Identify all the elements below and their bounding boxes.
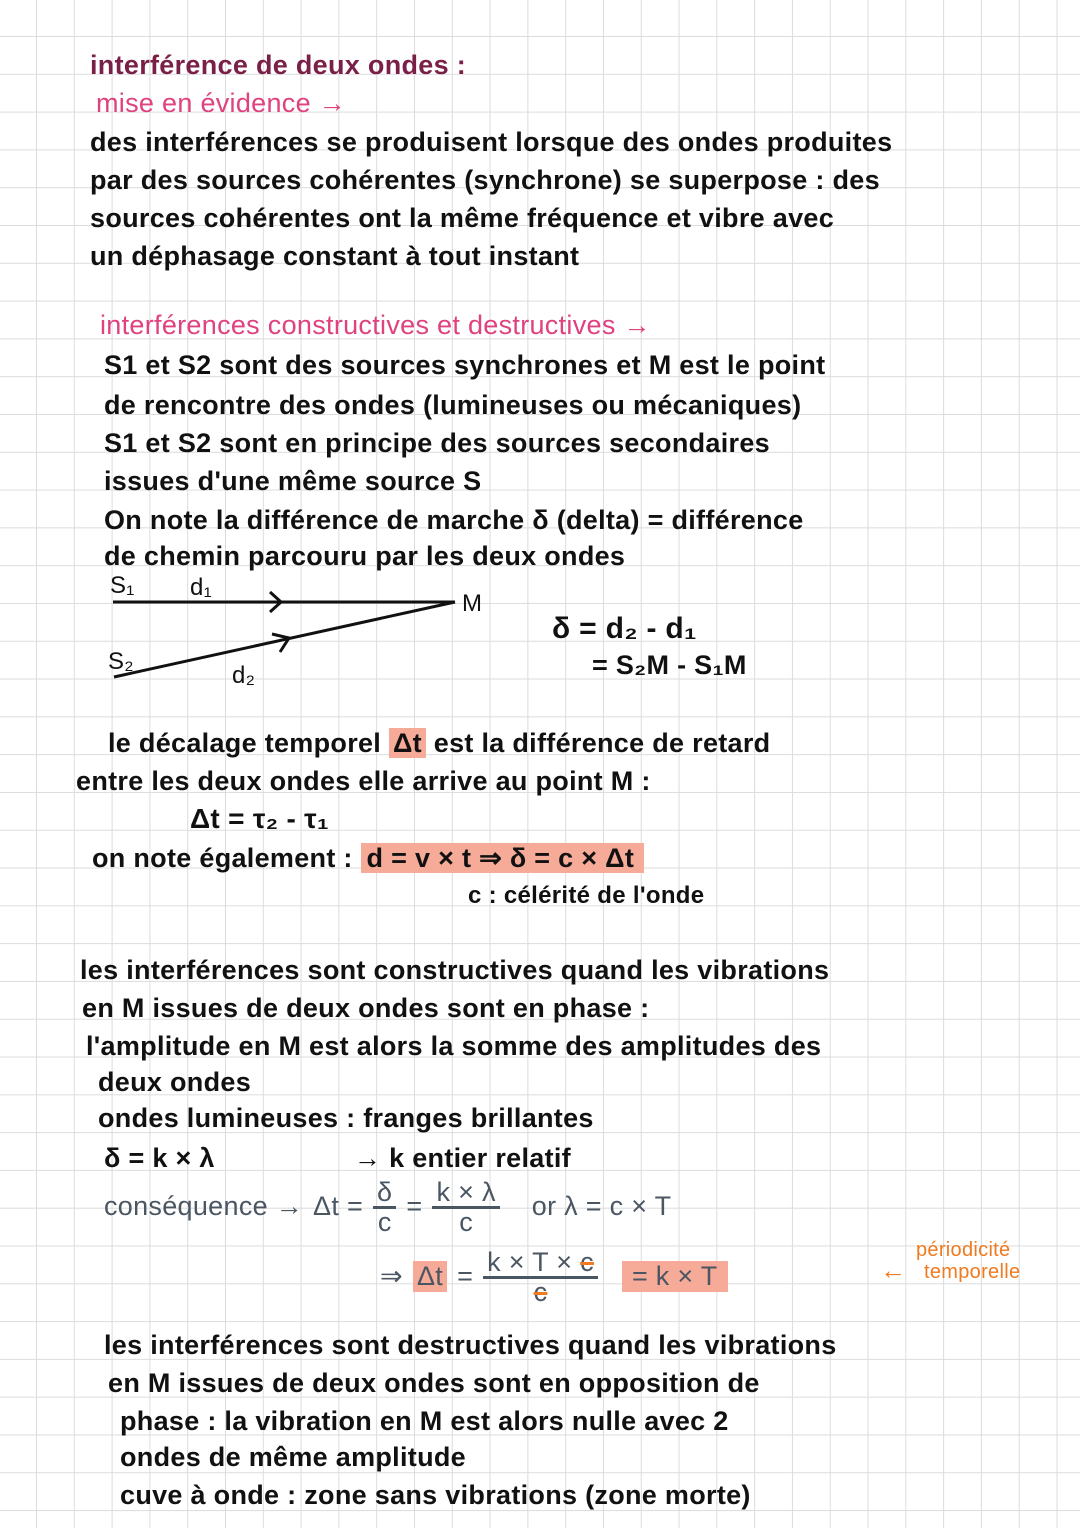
formula-delta-line2: = S₂M - S₁M — [592, 650, 747, 680]
text-line: cuve à onde : zone sans vibrations (zone morte) — [120, 1480, 751, 1510]
result-delta-t-highlight: Δt — [413, 1261, 447, 1292]
consequence-label: conséquence → — [104, 1191, 304, 1221]
section-subtitle-evidence: mise en évidence → — [96, 88, 347, 118]
text-line: les interférences sont destructives quand les vibrations — [104, 1330, 837, 1360]
fraction-delta-over-c: $\frac{\delta}{c}$ — [373, 1178, 396, 1235]
source-s1-label: S₁ — [110, 572, 135, 599]
annotation-temporelle: temporelle — [924, 1261, 1021, 1283]
lambda-relation: or λ = c × T — [531, 1191, 672, 1221]
distance-d2-label: d₂ — [232, 662, 256, 689]
text-line: des interférences se produisent lorsque des ondes produites — [90, 127, 893, 157]
text-line: S1 et S2 sont des sources synchrones et M est le point — [104, 350, 826, 380]
point-m-label: M — [462, 590, 483, 617]
fraction-k-lambda-over-c: $\frac{k \times \lambda}{c}$ — [432, 1178, 499, 1235]
text-line: de chemin parcouru par les deux ondes — [104, 541, 626, 571]
k-integer-note: → k entier relatif — [354, 1143, 571, 1173]
fraction-kTc-over-c: $\frac{k \times T \times c}{c}$ — [483, 1248, 598, 1305]
text-line: phase : la vibration en M est alors nulle avec 2 — [120, 1406, 729, 1436]
equals-sign: = — [457, 1261, 474, 1291]
formula-k-lambda: δ = k × λ — [104, 1143, 215, 1173]
consequence-line — [104, 1178, 671, 1235]
source-s2-label: S₂ — [108, 648, 134, 675]
text-line: sources cohérentes ont la même fréquence et vibre avec — [90, 203, 835, 233]
distance-d1-label: d₁ — [190, 574, 213, 601]
text-line: ondes lumineuses : franges brillantes — [98, 1103, 594, 1133]
formula-delta-line1: δ = d₂ - d₁ — [552, 612, 697, 645]
text-line: en M issues de deux ondes sont en opposition de — [108, 1368, 760, 1398]
result-line — [380, 1248, 728, 1305]
text-line: deux ondes — [98, 1067, 252, 1097]
annotation-arrow-icon: ← — [880, 1255, 907, 1285]
text-line: en M issues de deux ondes sont en phase : — [82, 993, 650, 1023]
text-line: ondes de même amplitude — [120, 1442, 466, 1472]
consequence-dt: Δt = — [313, 1191, 364, 1221]
equals-sign: = — [406, 1191, 423, 1221]
section-subtitle-constructive-destructive: interférences constructives et destructives → — [100, 310, 651, 340]
text-line: issues d'une même source S — [104, 466, 482, 496]
text-line: S1 et S2 sont en principe des sources secondaires — [104, 428, 770, 458]
text-line: entre les deux ondes elle arrive au point M : — [76, 766, 651, 796]
celerity-definition: c : célérité de l'onde — [468, 882, 705, 909]
decalage-text-pre: le décalage temporel — [108, 728, 382, 758]
page-title: interférence de deux ondes : — [90, 50, 466, 80]
text-line: On note la différence de marche δ (delta) = différence — [104, 505, 804, 535]
text-line: par des sources cohérentes (synchrone) se superpose : des — [90, 165, 880, 195]
decalage-text-post: est la différence de retard — [433, 728, 771, 758]
text-line: un déphasage constant à tout instant — [90, 241, 580, 271]
path-difference-diagram — [100, 570, 520, 690]
result-kT-highlight: = k × T — [622, 1261, 728, 1292]
annotation-periodicite: périodicité — [916, 1239, 1011, 1261]
text-line: de rencontre des ondes (lumineuses ou mécaniques) — [104, 390, 802, 420]
text-line — [92, 843, 644, 874]
implies-arrow: ⇒ — [380, 1261, 403, 1291]
text-line: l'amplitude en M est alors la somme des amplitudes des — [86, 1031, 822, 1061]
text-line — [108, 728, 770, 759]
delta-t-highlight: Δt — [389, 728, 426, 758]
formula-highlight: d = v × t ⇒ δ = c × Δt — [361, 843, 645, 873]
note-label: on note également : — [92, 843, 353, 873]
text-line: les interférences sont constructives quand les vibrations — [80, 955, 830, 985]
formula-delta-t: Δt = τ₂ - τ₁ — [190, 803, 329, 834]
